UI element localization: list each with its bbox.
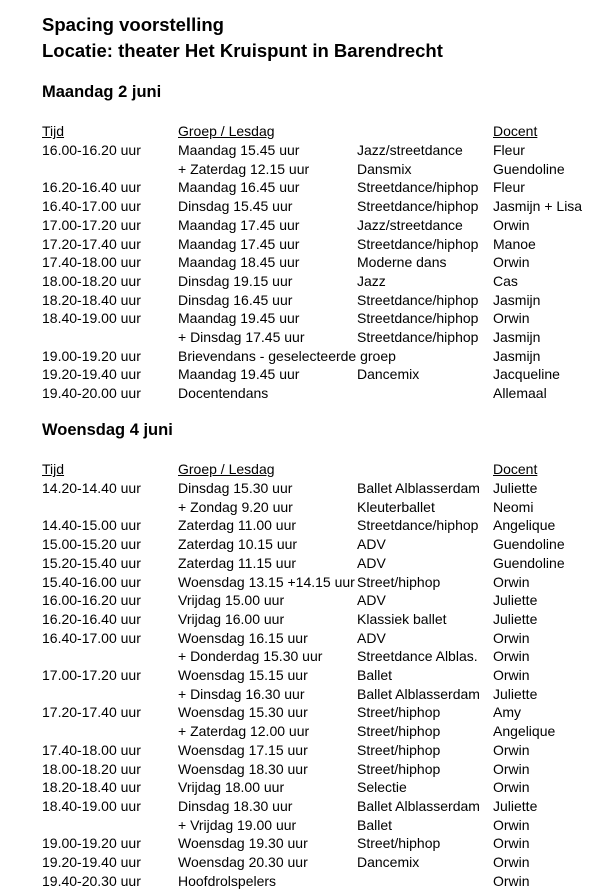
- time-cell: 18.40-19.00 uur: [42, 797, 141, 814]
- group-cell: Zaterdag 11.15 uur: [178, 554, 297, 571]
- header-groep: Groep / Lesdag: [178, 461, 275, 477]
- style-cell: ADV: [357, 554, 386, 571]
- teacher-cell: Orwin: [493, 741, 530, 758]
- style-cell: Klassiek ballet: [357, 610, 447, 627]
- location-title: Locatie: theater Het Kruispunt in Barendrecht: [42, 40, 443, 61]
- time-cell: 17.20-17.40 uur: [42, 704, 141, 721]
- style-cell: Streetdance/hiphop: [357, 310, 479, 327]
- table-row: [0, 197, 610, 215]
- time-cell: 19.20-19.40 uur: [42, 366, 141, 383]
- time-cell: 16.00-16.20 uur: [42, 142, 141, 158]
- style-cell: ADV: [357, 629, 386, 646]
- teacher-cell: Allemaal: [493, 385, 547, 402]
- table-row: [0, 722, 610, 740]
- time-cell: 16.40-17.00 uur: [42, 629, 141, 646]
- time-cell: 15.20-15.40 uur: [42, 554, 141, 571]
- teacher-cell: Fleur: [493, 142, 525, 158]
- group-cell: Zaterdag 10.15 uur: [178, 536, 298, 553]
- group-cell: Dinsdag 15.30 uur: [178, 480, 293, 496]
- table-row: [0, 666, 610, 684]
- teacher-cell: Guendoline: [493, 554, 565, 571]
- style-cell: Ballet Alblasserdam: [357, 685, 480, 702]
- teacher-cell: Orwin: [493, 648, 530, 665]
- header-tijd: Tijd: [42, 461, 65, 477]
- time-cell: 19.00-19.20 uur: [42, 347, 141, 364]
- table-row: [0, 703, 610, 721]
- table-row: [0, 760, 610, 778]
- table-row: [0, 216, 610, 234]
- teacher-cell: Angelique: [493, 723, 556, 740]
- group-cell: Maandag 16.45 uur: [178, 179, 300, 196]
- teacher-cell: Orwin: [493, 872, 530, 889]
- group-cell: Maandag 19.45 uur: [178, 310, 300, 327]
- teacher-cell: Manoe: [493, 235, 536, 252]
- teacher-cell: Cas: [493, 272, 518, 289]
- group-cell: Woensdag 16.15 uur: [178, 629, 308, 646]
- group-cell: Docentendans: [178, 385, 269, 402]
- style-cell: Jazz: [357, 272, 386, 289]
- teacher-cell: Orwin: [493, 573, 530, 590]
- table-row: [0, 685, 610, 703]
- time-cell: 15.00-15.20 uur: [42, 536, 141, 553]
- table-row: [0, 178, 610, 196]
- group-cell: + Vrijdag 19.00 uur: [178, 816, 297, 833]
- teacher-cell: Guendoline: [493, 536, 565, 553]
- table-row: [0, 479, 610, 497]
- table-row: [0, 872, 610, 890]
- table-row: [0, 610, 610, 628]
- table-row: [0, 272, 610, 290]
- group-cell: + Dinsdag 17.45 uur: [178, 329, 305, 345]
- style-cell: Street/hiphop: [357, 760, 441, 777]
- style-cell: Dancemix: [357, 854, 420, 870]
- teacher-cell: Juliette: [493, 610, 538, 627]
- table-row: [0, 291, 610, 309]
- style-cell: Ballet: [357, 667, 393, 683]
- style-cell: Streetdance/hiphop: [357, 517, 479, 534]
- group-cell: Zaterdag 11.00 uur: [178, 517, 297, 534]
- table-header: [0, 122, 610, 140]
- teacher-cell: Juliette: [493, 685, 538, 702]
- style-cell: Streetdance/hiphop: [357, 235, 479, 252]
- teacher-cell: Orwin: [493, 310, 530, 327]
- time-cell: 17.00-17.20 uur: [42, 216, 141, 233]
- table-row: [0, 573, 610, 591]
- style-cell: ADV: [357, 536, 386, 553]
- group-cell: + Zaterdag 12.15 uur: [178, 160, 310, 177]
- teacher-cell: Jasmijn + Lisa: [493, 198, 583, 215]
- header-docent: Docent: [493, 123, 538, 139]
- document-title: Spacing voorstelling: [42, 14, 224, 35]
- group-cell: Woensdag 13.15 +14.15 uur: [178, 573, 355, 590]
- teacher-cell: Guendoline: [493, 160, 565, 177]
- teacher-cell: Jasmijn: [493, 329, 541, 345]
- teacher-cell: Orwin: [493, 254, 530, 271]
- table-row: [0, 778, 610, 796]
- table-row: [0, 160, 610, 178]
- style-cell: Street/hiphop: [357, 835, 441, 852]
- time-cell: 19.40-20.00 uur: [42, 385, 141, 402]
- table-row: [0, 141, 610, 159]
- header-groep: Groep / Lesdag: [178, 123, 275, 139]
- time-cell: 18.20-18.40 uur: [42, 779, 141, 796]
- time-cell: 18.00-18.20 uur: [42, 272, 141, 289]
- teacher-cell: Juliette: [493, 797, 538, 814]
- time-cell: 17.20-17.40 uur: [42, 235, 141, 252]
- style-cell: Street/hiphop: [357, 704, 441, 721]
- group-cell: Woensdag 20.30 uur: [178, 854, 308, 870]
- table-row: [0, 516, 610, 534]
- group-cell: + Dinsdag 16.30 uur: [178, 685, 305, 702]
- time-cell: 16.20-16.40 uur: [42, 179, 141, 196]
- time-cell: 16.20-16.40 uur: [42, 610, 141, 627]
- table-row: [0, 347, 610, 365]
- teacher-cell: Neomi: [493, 498, 534, 515]
- group-cell: Dinsdag 18.30 uur: [178, 797, 293, 814]
- teacher-cell: Amy: [493, 704, 521, 721]
- table-row: [0, 309, 610, 327]
- table-row: [0, 554, 610, 572]
- teacher-cell: Orwin: [493, 816, 530, 833]
- table-row: [0, 647, 610, 665]
- header-tijd: Tijd: [42, 123, 65, 139]
- table-row: [0, 328, 610, 346]
- teacher-cell: Jasmijn: [493, 347, 541, 364]
- teacher-cell: Juliette: [493, 480, 538, 496]
- style-cell: Street/hiphop: [357, 741, 441, 758]
- style-cell: Moderne dans: [357, 254, 447, 271]
- time-cell: 15.40-16.00 uur: [42, 573, 141, 590]
- style-cell: Street/hiphop: [357, 723, 441, 740]
- style-cell: ADV: [357, 592, 386, 609]
- style-cell: Ballet Alblasserdam: [357, 797, 480, 814]
- table-row: [0, 365, 610, 383]
- header-docent: Docent: [493, 461, 538, 477]
- table-row: [0, 816, 610, 834]
- teacher-cell: Orwin: [493, 835, 530, 852]
- style-cell: Jazz/streetdance: [357, 216, 463, 233]
- table-row: [0, 853, 610, 871]
- table-row: [0, 535, 610, 553]
- group-cell: Brievendans - geselecteerde groep: [178, 347, 396, 364]
- group-cell: Maandag 18.45 uur: [178, 254, 300, 271]
- group-cell: Woensdag 19.30 uur: [178, 835, 308, 852]
- time-cell: 18.40-19.00 uur: [42, 310, 141, 327]
- teacher-cell: Orwin: [493, 667, 530, 683]
- time-cell: 17.40-18.00 uur: [42, 741, 141, 758]
- style-cell: Kleuterballet: [357, 498, 435, 515]
- time-cell: 18.00-18.20 uur: [42, 760, 141, 777]
- time-cell: 16.00-16.20 uur: [42, 592, 141, 609]
- group-cell: Maandag 15.45 uur: [178, 142, 300, 158]
- style-cell: Ballet Alblasserdam: [357, 480, 480, 496]
- style-cell: Streetdance Alblas.: [357, 648, 478, 665]
- teacher-cell: Orwin: [493, 779, 530, 796]
- teacher-cell: Juliette: [493, 592, 538, 609]
- table-row: [0, 797, 610, 815]
- day-heading-woensdag: Woensdag 4 juni: [42, 421, 173, 439]
- group-cell: Vrijdag 16.00 uur: [178, 610, 285, 627]
- style-cell: Street/hiphop: [357, 573, 441, 590]
- table-row: [0, 591, 610, 609]
- teacher-cell: Orwin: [493, 216, 530, 233]
- teacher-cell: Fleur: [493, 179, 525, 196]
- style-cell: Streetdance/hiphop: [357, 198, 479, 215]
- time-cell: 17.00-17.20 uur: [42, 667, 141, 683]
- table-row: [0, 253, 610, 271]
- style-cell: Ballet: [357, 816, 393, 833]
- table-row: [0, 384, 610, 402]
- teacher-cell: Jasmijn: [493, 291, 541, 308]
- time-cell: 16.40-17.00 uur: [42, 198, 141, 215]
- group-cell: Vrijdag 15.00 uur: [178, 592, 285, 609]
- group-cell: Dinsdag 16.45 uur: [178, 291, 293, 308]
- teacher-cell: Orwin: [493, 629, 530, 646]
- time-cell: 19.00-19.20 uur: [42, 835, 141, 852]
- group-cell: Woensdag 17.15 uur: [178, 741, 308, 758]
- table-header: [0, 460, 610, 478]
- group-cell: Dinsdag 15.45 uur: [178, 198, 293, 215]
- table-row: [0, 498, 610, 516]
- group-cell: + Zondag 9.20 uur: [178, 498, 293, 515]
- time-cell: 19.20-19.40 uur: [42, 854, 141, 870]
- style-cell: Selectie: [357, 779, 407, 796]
- table-row: [0, 235, 610, 253]
- group-cell: Maandag 19.45 uur: [178, 366, 300, 383]
- group-cell: Maandag 17.45 uur: [178, 216, 300, 233]
- time-cell: 19.40-20.30 uur: [42, 872, 141, 889]
- group-cell: Dinsdag 19.15 uur: [178, 272, 293, 289]
- teacher-cell: Orwin: [493, 854, 530, 870]
- style-cell: Dancemix: [357, 366, 420, 383]
- group-cell: Woensdag 15.30 uur: [178, 704, 308, 721]
- table-row: [0, 741, 610, 759]
- time-cell: 14.40-15.00 uur: [42, 517, 141, 534]
- group-cell: + Donderdag 15.30 uur: [178, 648, 323, 665]
- group-cell: Woensdag 18.30 uur: [178, 760, 308, 777]
- table-row: [0, 834, 610, 852]
- style-cell: Jazz/streetdance: [357, 142, 463, 158]
- teacher-cell: Jacqueline: [493, 366, 560, 383]
- group-cell: + Zaterdag 12.00 uur: [178, 723, 310, 740]
- style-cell: Streetdance/hiphop: [357, 291, 479, 308]
- teacher-cell: Angelique: [493, 517, 556, 534]
- group-cell: Maandag 17.45 uur: [178, 235, 300, 252]
- group-cell: Hoofdrolspelers: [178, 872, 277, 889]
- style-cell: Dansmix: [357, 160, 412, 177]
- day-heading-maandag: Maandag 2 juni: [42, 83, 162, 101]
- time-cell: 17.40-18.00 uur: [42, 254, 141, 271]
- style-cell: Streetdance/hiphop: [357, 329, 479, 345]
- style-cell: Streetdance/hiphop: [357, 179, 479, 196]
- time-cell: 14.20-14.40 uur: [42, 480, 141, 496]
- teacher-cell: Orwin: [493, 760, 530, 777]
- group-cell: Vrijdag 18.00 uur: [178, 779, 285, 796]
- time-cell: 18.20-18.40 uur: [42, 291, 141, 308]
- table-row: [0, 629, 610, 647]
- group-cell: Woensdag 15.15 uur: [178, 667, 308, 683]
